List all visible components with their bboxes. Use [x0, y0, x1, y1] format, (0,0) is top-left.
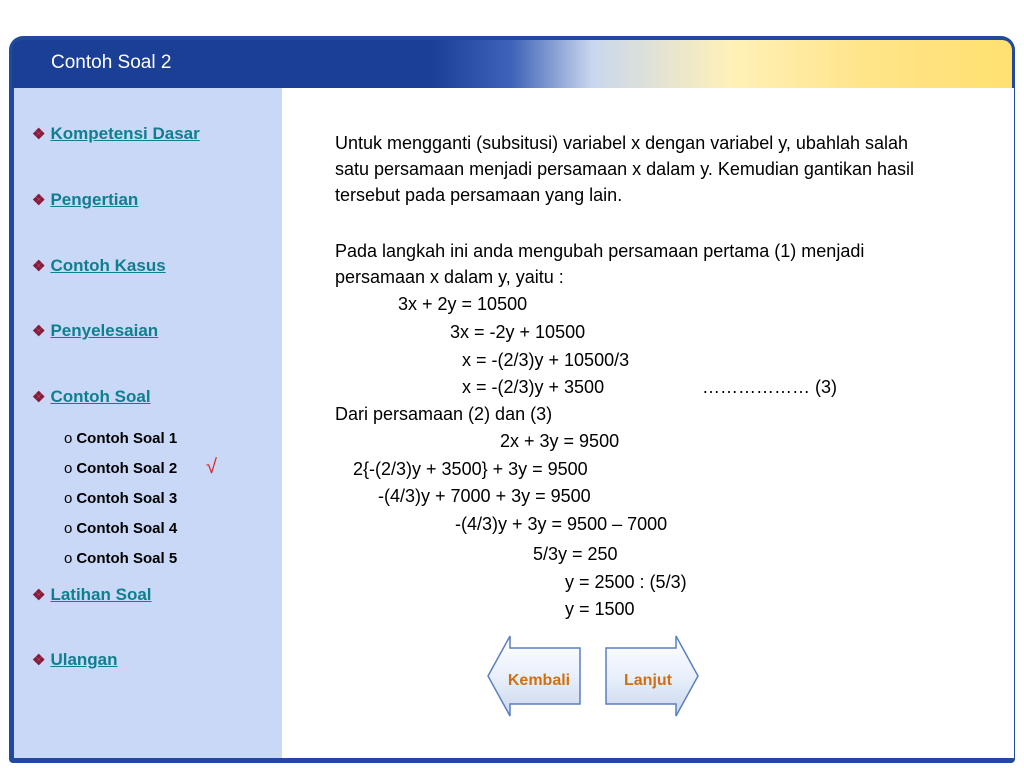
equation-5: 2x + 3y = 9500: [500, 431, 620, 451]
diamond-bullet-icon: ❖: [32, 126, 46, 143]
text-from-equations: Dari persamaan (2) dan (3): [335, 404, 553, 424]
diamond-bullet-icon: ❖: [32, 192, 46, 209]
diamond-bullet-icon: ❖: [32, 587, 46, 604]
back-button[interactable]: [486, 634, 586, 718]
nav-contoh-kasus[interactable]: [32, 256, 166, 276]
sub-item-label[interactable]: Contoh Soal 2: [76, 460, 178, 477]
diamond-bullet-icon: ❖: [32, 323, 46, 340]
nav-label[interactable]: Penyelesaian: [50, 321, 159, 340]
next-button[interactable]: [604, 634, 704, 718]
sub-item-label[interactable]: Contoh Soal 3: [76, 490, 178, 507]
sub-bullet: o: [64, 520, 73, 537]
sub-bullet: o: [64, 460, 73, 477]
nav-latihan-soal[interactable]: [32, 585, 152, 605]
equation-2: 3x = -2y + 10500: [450, 322, 586, 342]
nav-penyelesaian[interactable]: [32, 321, 158, 341]
sub-item-contoh-soal-3[interactable]: [64, 490, 177, 507]
equation-7: -(4/3)y + 7000 + 3y = 9500: [378, 486, 591, 506]
sub-bullet: o: [64, 490, 73, 507]
equation-6: 2{-(2/3)y + 3500} + 3y = 9500: [353, 459, 588, 479]
nav-label[interactable]: Kompetensi Dasar: [50, 124, 200, 143]
sub-item-contoh-soal-2[interactable]: [64, 460, 177, 477]
current-check-icon: √: [206, 456, 217, 478]
nav-contoh-soal[interactable]: [32, 387, 151, 407]
equation-10: y = 2500 : (5/3): [565, 572, 687, 592]
paragraph-1: Untuk mengganti (subsitusi) variabel x dengan variabel y, ubahlah salah satu persamaan menjadi persamaan x dalam y. Kemudian gantikan hasil tersebut pada persamaan yang lain.: [335, 133, 914, 205]
equation-3: x = -(2/3)y + 10500/3: [462, 350, 630, 370]
equation-4-reference: ……………… (3): [702, 377, 837, 397]
equation-8: -(4/3)y + 3y = 9500 – 7000: [455, 514, 668, 534]
equation-1: 3x + 2y = 10500: [398, 294, 528, 314]
sub-item-contoh-soal-1[interactable]: [64, 430, 177, 447]
diamond-bullet-icon: ❖: [32, 389, 46, 406]
nav-ulangan[interactable]: [32, 650, 118, 670]
page-title: Contoh Soal 2: [51, 52, 172, 73]
sub-item-label[interactable]: Contoh Soal 5: [76, 550, 178, 567]
diamond-bullet-icon: ❖: [32, 258, 46, 275]
sub-item-label[interactable]: Contoh Soal 4: [76, 520, 178, 537]
equation-11: y = 1500: [565, 599, 635, 619]
sub-item-label[interactable]: Contoh Soal 1: [76, 430, 178, 447]
nav-pengertian[interactable]: [32, 190, 138, 210]
sub-item-contoh-soal-5[interactable]: [64, 550, 177, 567]
paragraph-2: Pada langkah ini anda mengubah persamaan pertama (1) menjadi persamaan x dalam y, yaitu :: [335, 241, 865, 287]
equation-9: 5/3y = 250: [533, 544, 618, 564]
sub-bullet: o: [64, 550, 73, 567]
back-button-label: Kembali: [507, 672, 571, 689]
next-button-label: Lanjut: [624, 672, 672, 689]
nav-kompetensi-dasar[interactable]: [32, 124, 200, 144]
nav-label[interactable]: Contoh Soal: [50, 387, 151, 406]
sub-bullet: o: [64, 430, 73, 447]
nav-label[interactable]: Contoh Kasus: [50, 256, 166, 275]
nav-label[interactable]: Ulangan: [50, 650, 118, 669]
nav-label[interactable]: Pengertian: [50, 190, 139, 209]
diamond-bullet-icon: ❖: [32, 652, 46, 669]
sub-item-contoh-soal-4[interactable]: [64, 520, 177, 537]
equation-4: x = -(2/3)y + 3500: [462, 377, 605, 397]
nav-label[interactable]: Latihan Soal: [50, 585, 152, 604]
